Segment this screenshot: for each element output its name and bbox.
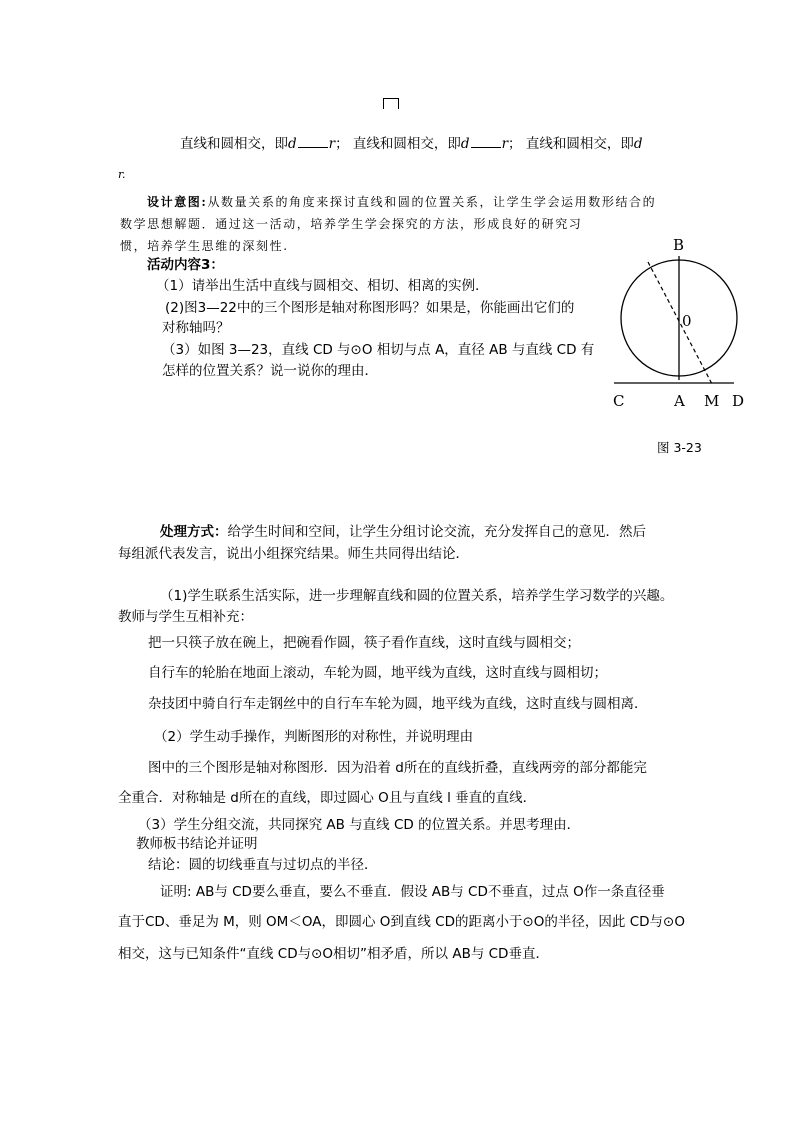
- design-intent-line-2: 数学思想解题．通过这一活动，培养学生学会探究的方法，形成良好的研究习: [120, 217, 583, 231]
- dashed-diameter: [648, 262, 712, 384]
- body-point-2b: 图中的三个图形是轴对称图形．因为沿着 d所在的直线折叠，直线两旁的部分都能完: [148, 760, 647, 776]
- body-point-1a: （1)学生联系生活实际，进一步理解直线和圆的位置关系，培养学生学习数学的兴趣。: [160, 588, 674, 604]
- activity-item-3b: 怎样的位置关系？说一说你的理由．: [162, 363, 378, 379]
- point-a-label: A: [674, 392, 685, 410]
- figure-caption: 图 3-23: [657, 440, 702, 455]
- proof-line-2: 直于CD、垂足为 M，则 OM＜OA，即圆心 O到直线 CD的距离小于⊙O的半径，因此 CD与⊙O: [118, 914, 685, 930]
- point-b-label: B: [673, 236, 685, 254]
- center-o-label: 0: [682, 312, 692, 330]
- activity-item-2b: 对称轴吗？: [162, 320, 230, 336]
- point-d-label: D: [732, 392, 745, 410]
- example-1: 把一只筷子放在碗上，把碗看作圆，筷子看作直线，这时直线与圆相交；: [148, 635, 580, 651]
- method-line-2: 每组派代表发言，说出小组探究结果。师生共同得出结论．: [118, 546, 469, 562]
- fill-blank[interactable]: [471, 135, 501, 148]
- figure-3-23: [608, 232, 748, 412]
- placeholder-box-symbol: [383, 98, 399, 109]
- design-intent-line-1: 设计意图:从数量关系的角度来探讨直线和圆的位置关系，让学生学会运用数形结合的: [147, 195, 657, 209]
- body-point-1b: 教师与学生互相补充：: [118, 609, 253, 625]
- conclusion: 结论：圆的切线垂直与过切点的半径．: [148, 857, 378, 873]
- activity-item-3a: （3）如图 3—23，直线 CD 与⊙O 相切与点 A，直径 AB 与直线 CD 有: [162, 342, 595, 358]
- design-intent-line-3: 惯，培养学生思维的深刻性.: [120, 239, 289, 253]
- example-3: 杂技团中骑自行车走钢丝中的自行车车轮为圆，地平线为直线，这时直线与圆相离．: [148, 696, 648, 712]
- activity-title: 活动内容3：: [147, 257, 224, 273]
- fill-blank[interactable]: [298, 135, 328, 148]
- body-point-2: （2）学生动手操作，判断图形的对称性，并说明理由: [154, 729, 474, 745]
- point-c-label: C: [613, 392, 625, 410]
- proof-line-1: 证明: AB与 CD要么垂直，要么不垂直．假设 AB与 CD不垂直，过点 O作一条直径垂: [160, 884, 665, 900]
- activity-item-1: （1）请举出生活中直线与圆相交、相切、相离的实例．: [156, 278, 489, 294]
- relation-line-continuation: r.: [118, 168, 126, 181]
- body-point-2c: 全重合．对称轴是 d所在的直线，即过圆心 O且与直线 l 垂直的直线．: [118, 790, 537, 806]
- body-point-3: （3）学生分组交流，共同探究 AB 与直线 CD 的位置关系。并思考理由．: [138, 817, 581, 833]
- activity-item-2a: (2)图3—22中的三个图形是轴对称图形吗？如果是，你能画出它们的: [165, 300, 575, 316]
- proof-line-3: 相交，这与已知条件“直线 CD与⊙O相切”相矛盾，所以 AB与 CD垂直．: [118, 946, 549, 962]
- method-line-1: 处理方式：给学生时间和空间，让学生分组讨论交流，充分发挥自己的意见．然后: [160, 524, 646, 540]
- relation-fill-in-line: 直线和圆相交，即d r； 直线和圆相交，即d r； 直线和圆相交，即d: [180, 136, 643, 152]
- teacher-board-note: 教师板书结论并证明: [136, 836, 258, 852]
- design-intent-label: 设计意图:: [147, 195, 208, 209]
- example-2: 自行车的轮胎在地面上滚动，车轮为圆，地平线为直线，这时直线与圆相切；: [148, 665, 607, 681]
- method-label: 处理方式：: [160, 524, 228, 540]
- point-m-label: M: [704, 392, 720, 410]
